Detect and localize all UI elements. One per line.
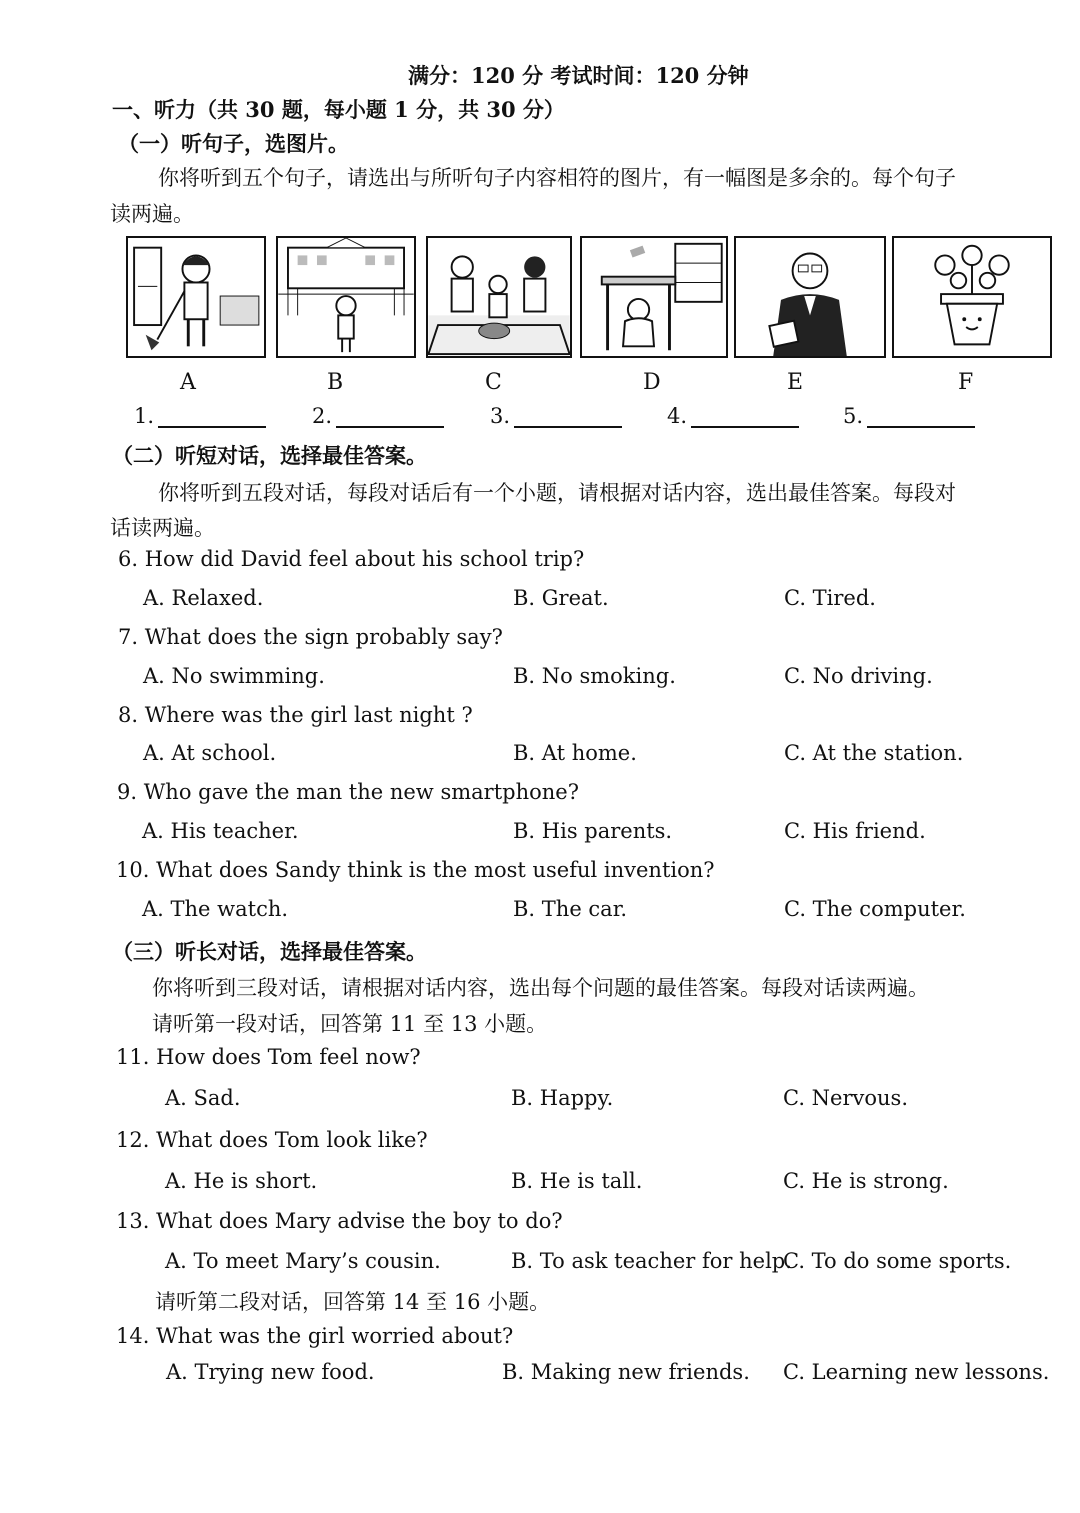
option-b[interactable]: B. Making new friends.: [502, 1360, 750, 1384]
answer-blank-3[interactable]: 3.: [490, 404, 622, 428]
option-c[interactable]: C. His friend.: [784, 819, 926, 843]
option-c[interactable]: C. No driving.: [784, 664, 933, 688]
picture-letter: F: [958, 370, 974, 395]
part3-instruction: 你将听到三段对话，请根据对话内容，选出每个问题的最佳答案。每段对话读两遍。: [152, 976, 929, 1000]
picture-a-girl-sweeping: [126, 236, 266, 358]
option-a[interactable]: A. Trying new food.: [166, 1360, 375, 1384]
option-c[interactable]: C. Tired.: [784, 586, 876, 610]
listen-prompt-1: 请听第一段对话，回答第 11 至 13 小题。: [152, 1012, 548, 1036]
option-a[interactable]: A. His teacher.: [142, 819, 299, 843]
option-b[interactable]: B. Happy.: [511, 1086, 614, 1110]
option-b[interactable]: B. The car.: [513, 897, 628, 921]
option-c[interactable]: C. Nervous.: [783, 1086, 908, 1110]
picture-c-family-picnic: [426, 236, 572, 358]
question-13: 13. What does Mary advise the boy to do?: [116, 1209, 563, 1233]
part3-title: （三）听长对话，选择最佳答案。: [112, 939, 427, 964]
part2-instruction-line2: 话读两遍。: [110, 516, 215, 540]
answer-blank-2[interactable]: 2.: [312, 404, 444, 428]
picture-e-man-reading: [734, 236, 886, 358]
option-c[interactable]: C. Learning new lessons.: [783, 1360, 1050, 1384]
picture-d-under-desk: [580, 236, 728, 358]
answer-blank-5[interactable]: 5.: [843, 404, 975, 428]
option-b[interactable]: B. To ask teacher for help.: [511, 1249, 792, 1273]
part1-instruction-line1: 你将听到五个句子，请选出与所听句子内容相符的图片，有一幅图是多余的。每个句子: [158, 166, 956, 190]
picture-letter: B: [327, 370, 344, 395]
question-10: 10. What does Sandy think is the most useful invention?: [116, 858, 715, 882]
picture-letter: C: [485, 370, 502, 395]
option-a[interactable]: A. To meet Mary’s cousin.: [165, 1249, 441, 1273]
score-line: 满分：120 分 考试时间：120 分钟: [408, 63, 749, 88]
option-b[interactable]: B. At home.: [513, 741, 637, 765]
option-c[interactable]: C. The computer.: [784, 897, 966, 921]
picture-f-flower-pot: [892, 236, 1052, 358]
question-9: 9. Who gave the man the new smartphone?: [117, 780, 579, 804]
picture-b-girl-at-school-gate: [276, 236, 416, 358]
option-c[interactable]: C. He is strong.: [783, 1169, 949, 1193]
answer-blank-4[interactable]: 4.: [667, 404, 799, 428]
part2-instruction-line1: 你将听到五段对话，每段对话后有一个小题，请根据对话内容，选出最佳答案。每段对: [158, 481, 956, 505]
question-11: 11. How does Tom feel now?: [116, 1045, 421, 1069]
part1-title: （一）听句子，选图片。: [118, 131, 349, 156]
option-a[interactable]: A. The watch.: [142, 897, 289, 921]
option-a[interactable]: A. Relaxed.: [143, 586, 264, 610]
picture-letter: D: [643, 370, 661, 395]
option-b[interactable]: B. His parents.: [513, 819, 673, 843]
option-b[interactable]: B. Great.: [513, 586, 609, 610]
section-title: 一、听力（共 30 题，每小题 1 分，共 30 分）: [112, 97, 565, 122]
option-a[interactable]: A. He is short.: [165, 1169, 318, 1193]
option-a[interactable]: A. No swimming.: [143, 664, 325, 688]
picture-letter: E: [787, 370, 804, 395]
picture-letter: A: [180, 370, 196, 395]
option-b[interactable]: B. He is tall.: [511, 1169, 643, 1193]
part2-title: （二）听短对话，选择最佳答案。: [112, 443, 427, 468]
listen-prompt-2: 请听第二段对话，回答第 14 至 16 小题。: [155, 1290, 551, 1314]
answer-blank-1[interactable]: 1.: [134, 404, 266, 428]
question-8: 8. Where was the girl last night ?: [118, 703, 473, 727]
question-6: 6. How did David feel about his school trip?: [118, 547, 585, 571]
option-a[interactable]: A. Sad.: [165, 1086, 241, 1110]
part1-instruction-line2: 读两遍。: [110, 202, 194, 226]
option-c[interactable]: C. At the station.: [784, 741, 964, 765]
option-c[interactable]: C. To do some sports.: [783, 1249, 1012, 1273]
question-14: 14. What was the girl worried about?: [116, 1324, 514, 1348]
question-7: 7. What does the sign probably say?: [118, 625, 503, 649]
option-a[interactable]: A. At school.: [143, 741, 277, 765]
question-12: 12. What does Tom look like?: [116, 1128, 428, 1152]
option-b[interactable]: B. No smoking.: [513, 664, 676, 688]
